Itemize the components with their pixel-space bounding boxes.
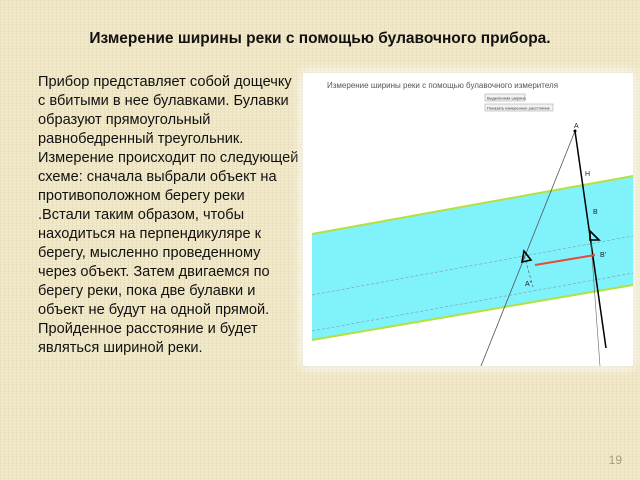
label-h: H [585, 171, 591, 178]
label-a-prime: A' [525, 281, 532, 288]
label-a: A [574, 123, 579, 130]
slide-body-text: Прибор представляет собой дощечку с вбитыми в нее булавками. Булавки образуют прямоугольный равнобедренный треугольник. Измерение происходит по следующей схеме: сначала выбрали объект на противоположном берегу реки .Встали таким образом, чтобы находиться на перпендикуляре к берегу, мысленно проведенному через объект. Затем двигаемся по берегу реки, пока две булавки и объект не будут на одной прямой. Пройденное расстояние и будет являться шириной реки. [38, 74, 299, 356]
label-b-prime: B' [600, 252, 607, 259]
show-width-button-label: Выделенная ширина [487, 95, 526, 101]
diagram-title: Измерение ширины реки с помощью булавочного измерителя [327, 81, 559, 90]
label-b: B [593, 209, 598, 216]
river-width-diagram [303, 73, 633, 366]
slide-title: Измерение ширины реки с помощью булавочного прибора. [89, 30, 551, 47]
page-number: 19 [608, 453, 622, 467]
show-distance-button-label: Показать измеренное расстояние [487, 105, 550, 111]
